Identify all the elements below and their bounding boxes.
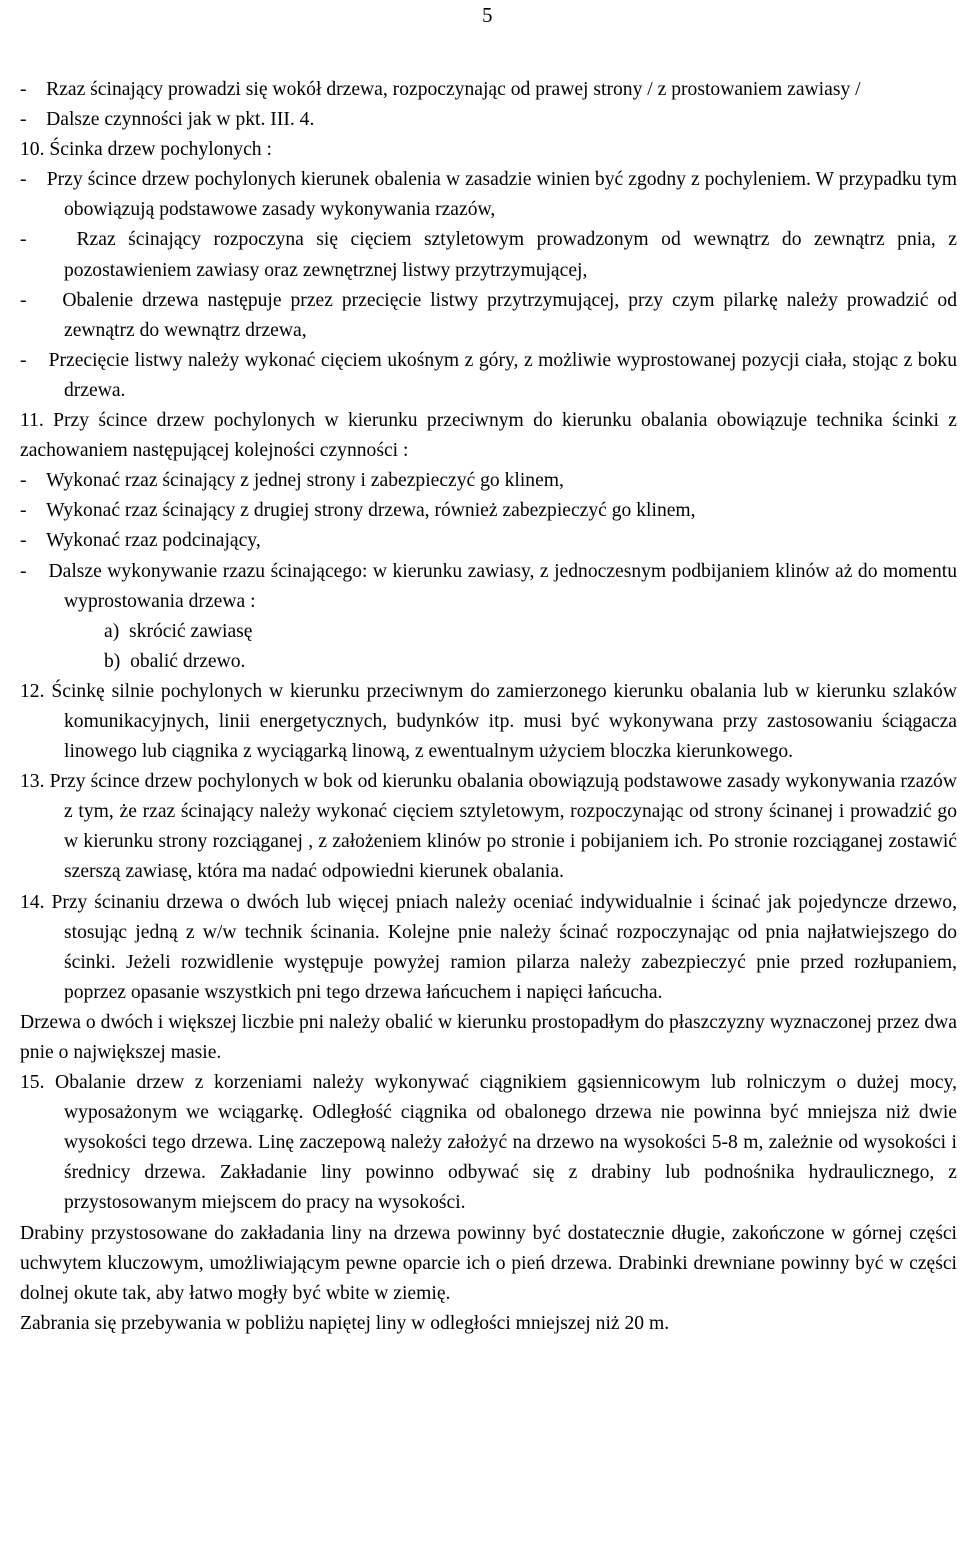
- section-14-continuation: Drzewa o dwóch i większej liczbie pni należy obalić w kierunku prostopadłym do płaszczyzny wyznaczonej przez dwa pnie o największej masie.: [20, 1011, 957, 1063]
- sub-item-a: a) skrócić zawiasę: [104, 620, 253, 642]
- paragraph-dash-9: - Wykonać rzaz podcinający,: [20, 530, 261, 552]
- paragraph-dash-5: - Obalenie drzewa następuje przez przecięcie listwy przytrzymującej, przy czym pilarkę należy prowadzić od zewnątrz do wewnątrz drzewa,: [20, 289, 957, 341]
- paragraph-dash-1: - Rzaz ścinający prowadzi się wokół drzewa, rozpoczynając od prawej strony / z prostowaniem zawiasy /: [20, 79, 861, 100]
- paragraph-dash-2: - Dalsze czynności jak w pkt. III. 4.: [20, 109, 315, 131]
- section-15-ladders: Drabiny przystosowane do zakładania liny na drzewa powinny być dostatecznie długie, zakończone w górnej części uchwytem kluczowym, umożliwiającym pewne oparcie ich o pień drzewa. Drabinki drewniane powinny być w części dolnej okute tak, aby łatwo mogły być wbite w ziemię.: [20, 1222, 957, 1304]
- sub-item-b: b) obalić drzewo.: [104, 650, 246, 672]
- paragraph-dash-10: - Dalsze wykonywanie rzazu ścinającego: w kierunku zawiasy, z jednoczesnym podbijaniem klinów aż do momentu wyprostowania drzewa :: [20, 560, 957, 612]
- section-15-prohibition: Zabrania się przebywania w pobliżu napiętej liny w odległości mniejszej niż 20 m.: [20, 1312, 670, 1334]
- section-13: 13. Przy ścince drzew pochylonych w bok od kierunku obalania obowiązują podstawowe zasady wykonywania rzazów z tym, że rzaz ścinający należy wykonać cięciem sztyletowym, rozpoczynając od strony ścinanej i prowadzić go w kierunku strony rozciąganej , z założeniem klinów po stronie i pobijaniem ich. Po stronie rozciąganej zostawić szerszą zawiasę, która ma nadać odpowiedni kierunek obalania.: [20, 771, 957, 883]
- section-15: 15. Obalanie drzew z korzeniami należy wykonywać ciągnikiem gąsiennicowym lub rolniczym o dużej mocy, wyposażonym we wciągarkę. Odległość ciągnika od obalonego drzewa nie powinna być mniejsza niż dwie wysokości tego drzewa. Linę zaczepową należy założyć na drzewo na wysokości 5-8 m, zależnie od wysokości i średnicy drzewa. Zakładanie liny powinno odbywać się z drabiny lub podnośnika hydraulicznego, z przystosowanym miejscem do pracy na wysokości.: [20, 1072, 957, 1214]
- page-number: 5: [482, 3, 493, 27]
- section-heading-10: 10. Ścinka drzew pochylonych :: [20, 139, 272, 161]
- paragraph-dash-6: - Przecięcie listwy należy wykonać cięciem ukośnym z góry, z możliwie wyprostowanej pozycji ciała, stojąc z boku drzewa.: [20, 349, 957, 401]
- paragraph-dash-7: - Wykonać rzaz ścinający z jednej strony i zabezpieczyć go klinem,: [20, 470, 564, 492]
- section-14: 14. Przy ścinaniu drzewa o dwóch lub więcej pniach należy oceniać indywidualnie i ścinać jak pojedyncze drzewo, stosując jedną z w/w technik ścinania. Kolejne pnie należy ścinać rozpoczynając od pnia najłatwiejszego do ścinki. Jeżeli rozwidlenie występuje powyżej ramion pilarza należy zabezpieczyć pnie przed rozłupaniem, poprzez opasanie wszystkich pni tego drzewa łańcuchem i napięci łańcucha.: [20, 891, 957, 1003]
- document-body: [20, 75, 957, 1339]
- paragraph-dash-4: - Rzaz ścinający rozpoczyna się cięciem sztyletowym prowadzonym od wewnątrz do zewnątrz pnia, z pozostawieniem zawiasy oraz zewnętrznej listwy przytrzymującej,: [20, 229, 957, 281]
- paragraph-dash-8: - Wykonać rzaz ścinający z drugiej strony drzewa, również zabezpieczyć go klinem,: [20, 500, 696, 522]
- section-12: 12. Ścinkę silnie pochylonych w kierunku przeciwnym do zamierzonego kierunku obalania lub w kierunku szlaków komunikacyjnych, linii energetycznych, budynków itp. musi być wykonywana przy zastosowaniu ściągacza linowego lub ciągnika z wyciągarką linową, z ewentualnym użyciem bloczka kierunkowego.: [20, 680, 957, 763]
- section-11: 11. Przy ścince drzew pochylonych w kierunku przeciwnym do kierunku obalania obowiązuje technika ścinki z zachowaniem następującej kolejności czynności :: [20, 410, 957, 462]
- paragraph-dash-3: - Przy ścince drzew pochylonych kierunek obalenia w zasadzie winien być zgodny z pochyleniem. W przypadku tym obowiązują podstawowe zasady wykonywania rzazów,: [20, 169, 957, 221]
